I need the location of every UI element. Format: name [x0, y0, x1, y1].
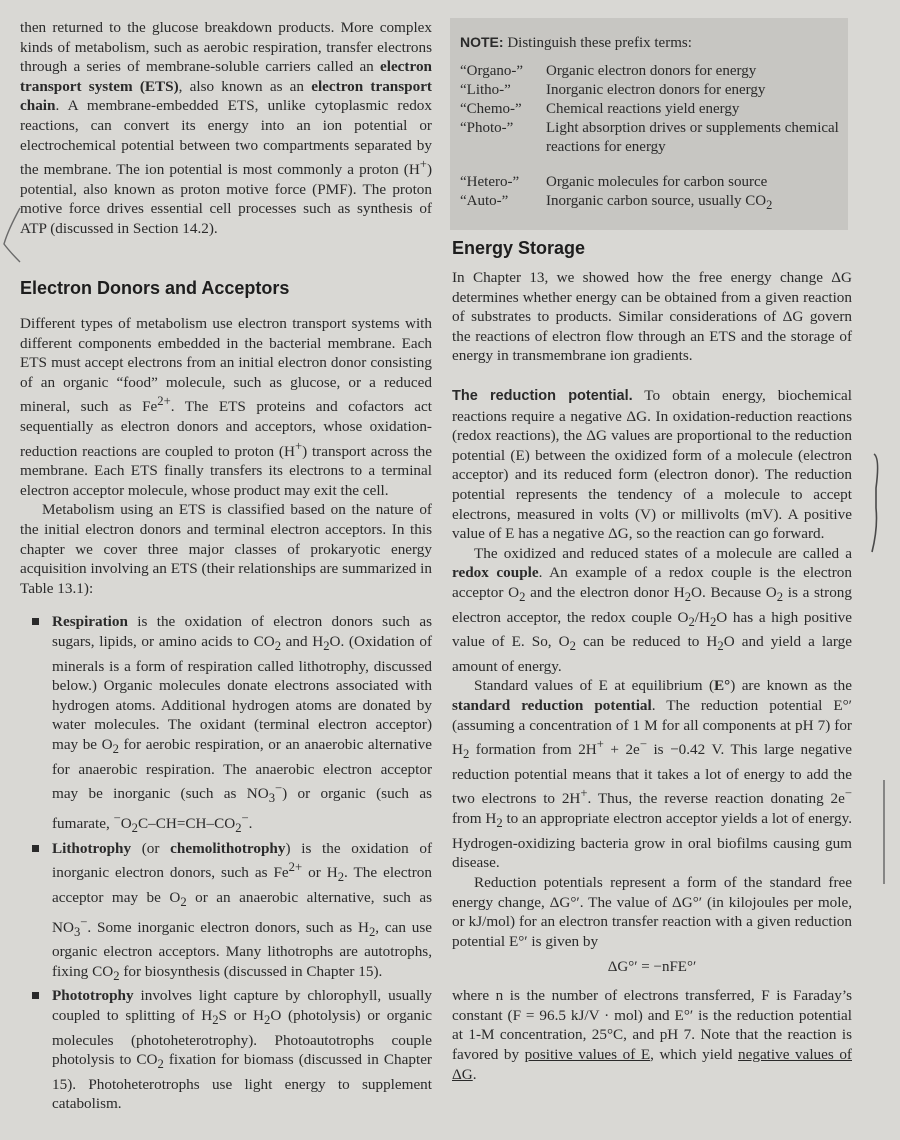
bullet-square-icon: [32, 618, 39, 625]
prefix-table: [460, 62, 844, 215]
metabolism-class-list: [20, 612, 432, 1114]
free-energy-equation: ΔG°′ = −nFE°′: [607, 959, 697, 976]
note-title: NOTE: Distinguish these prefix terms:: [460, 34, 692, 51]
paragraph-ets-components: Different types of metabolism use electron transport systems with different components embedded in the bacterial membrane. Each ETS must accept electrons from an initial electron donor consisting of an organic “food” molecule, such as glucose, or a reduced mineral, such as $Fe^{2+}$. The ETS proteins and cofactors act sequentially as electron donors and acceptors, whose oxidation-reduction reactions are coupled to proton (H+) transport across the membrane. Each ETS finally transfers its electrons to a terminal electron acceptor molecule, whose product may exit the cell.: [20, 315, 433, 499]
list-item-lithotrophy: Lithotrophy (or chemolithotrophy) is the oxidation of inorganic electron donors, such as $Fe^{2+}$ or $H_2$. The electron acceptor may be $O_2$ or an anaerobic alternative, such as $NO_3^-$. Some inorganic electron donors, such as $H_2$, can use organic electron acceptors. Many lithotrophs are autotrophs, fixing $CO_2$ for biosynthesis (discussed in Chapter 15).: [20, 839, 432, 987]
margin-bracket-mark: [860, 448, 890, 560]
list-item-phototrophy: Phototrophy involves light capture by chlorophyll, usually coupled to splitting of $H_2S$ or $H_2O$ (photolysis) or organic molecules (photoheterotrophy). Photoautotrophs couple photolysis to $CO_2$ fixation for biomass (discussed in Chapter 15). Photoheterotrophs use light energy to supplement catabolism.: [20, 986, 432, 1114]
prefix-note-box: [450, 18, 848, 230]
intro-paragraph: then returned to the glucose breakdown products. More complex kinds of metabolism, such as aerobic respiration, transfer electrons through a series of membrane-soluble carriers called an electron transport system (ETS), also known as an electron transport chain. A membrane-embedded ETS, unlike cytoplasmic redox reactions, can convert its energy into an ion potential or electrochemical potential between two compartments separated by the membrane. The ion potential is most commonly a proton (H+) potential, also known as proton motive force (PMF). The proton motive force drives essential cell processes such as synthesis of ATP (discussed in Section 14.2).: [20, 19, 432, 237]
paragraph-faraday: where n is the number of electrons transferred, F is Faraday’s constant (F = 96.5 kJ/V · mol) and E°′ is the reduction potential at 1-M concentration, 25°C, and pH 7. Note that the reaction is favored by positive values of E, which yield negative values of ΔG.: [452, 987, 852, 1083]
prefix-row: “Organo-” Organic electron donors for energy: [460, 63, 757, 79]
bullet-square-icon: [32, 992, 39, 999]
paragraph-standard-reduction-potential: Standard values of E at equilibrium (E°) are known as the standard reduction potential. The reduction potential E°′ (assuming a concentration of 1 M for all components at pH 7) for $H_2$ formation from 2H+ + 2e− is −0.42 V. This large negative reduction potential means that it takes a lot of energy to add the two electrons to 2H+. Thus, the reverse reaction donating 2e− from $H_2$ to an appropriate electron acceptor yields a lot of energy. Hydrogen-oxidizing bacteria grow in oral biofilms causing gum disease.: [452, 677, 852, 872]
paragraph-free-energy: Reduction potentials represent a form of the standard free energy change, ΔG°′. The value of ΔG°′ (in kilojoules per mole, or kJ/mol) for an electron transfer reaction with a given reduction potential E°′ is given by: [452, 873, 852, 950]
paragraph-energy-storage: In Chapter 13, we showed how the free energy change ΔG determines whether energy can be obtained from a given reaction of substrates to products. Similar considerations of ΔG govern the reactions of electron flow through an ETS and the storage of energy in transmembrane ion gradients.: [452, 269, 852, 365]
prefix-row: “Hetero-” Organic molecules for carbon source: [460, 174, 768, 190]
margin-pen-mark: [0, 200, 24, 270]
paragraph-redox-couple: The oxidized and reduced states of a molecule are called a redox couple. An example of a redox couple is the electron acceptor $O_2$ and the electron donor $H_2O$. Because $O_2$ is a strong electron acceptor, the redox couple $O_2/H_2O$ has a high positive value of E. So, $O_2$ can be reduced to $H_2O$ and yield a large amount of energy.: [452, 544, 853, 675]
prefix-row: “Chemo-” Chemical reactions yield energy: [460, 101, 740, 117]
margin-line-mark: [874, 776, 894, 888]
paragraph-classification: Metabolism using an ETS is classified based on the nature of the initial electron donors and terminal electron acceptors. In this chapter we cover three major classes of prokaryotic energy acquisition involving an ETS (their relationships are summarized in Table 13.1):: [20, 501, 432, 597]
section-heading-energy-storage: Energy Storage: [452, 238, 586, 258]
paragraph-reduction-potential: The reduction potential. To obtain energy, biochemical reactions require a negative ΔG. In oxidation-reduction reactions (redox reactions), the ΔG values are proportional to the reduction potential (E) between the oxidized form of a molecule (electron acceptor) and its reduced form (electron donor). The reduction potential represents the tendency of a molecule to accept electrons, measured in volts (V) or millivolts (mV). A positive value of E has a negative ΔG, so the reaction can go forward.: [452, 386, 852, 543]
section-heading-electron-donors: Electron Donors and Acceptors: [20, 278, 290, 298]
prefix-row: “Photo-” Light absorption drives or supplements chemical reactions for energy: [460, 120, 839, 155]
list-item-respiration: Respiration is the oxidation of electron donors such as sugars, lipids, or amino acids to $CO_2$ and $H_2O$. (Oxidation of minerals is a form of respiration called lithotrophy, discussed below.) Organic molecules donate electrons associated with hydrogen atoms. Additional hydrogen atoms are donated by water molecules. The oxidant (terminal electron acceptor) may be $O_2$ for aerobic respiration, or an anaerobic alternative for anaerobic respiration. The anaerobic electron acceptor may be inorganic (such as $NO_3^-$) or organic (such as fumarate, $^-O_2C-CH=CH-CO_2^-$.: [20, 612, 432, 838]
prefix-row: “Auto-” Inorganic carbon source, usually $CO_2$: [460, 193, 773, 212]
bullet-square-icon: [32, 845, 39, 852]
prefix-row: “Litho-” Inorganic electron donors for energy: [460, 82, 766, 98]
